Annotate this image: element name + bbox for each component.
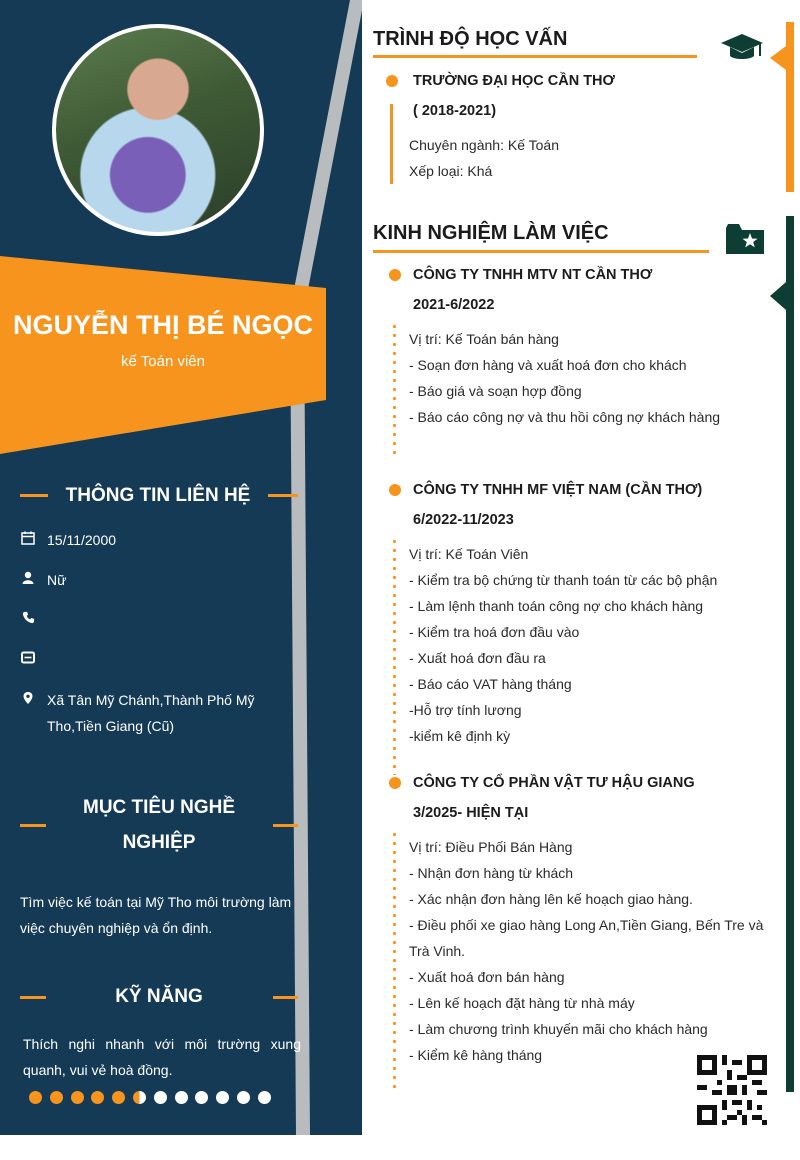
qr-code — [697, 1055, 767, 1130]
job-detail-line: Vị trí: Kế Toán Viên — [409, 546, 529, 562]
job-detail-line: Trà Vinh. — [409, 943, 466, 959]
job-bullet — [389, 484, 401, 496]
skills-text: Thích nghi nhanh với môi trường xung quanh, vui vẻ hoà đồng. — [23, 1036, 301, 1078]
skill-dot — [50, 1091, 63, 1104]
major-text: Chuyên ngành: Kế Toán — [409, 137, 559, 153]
skills-heading: KỸ NĂNG — [115, 986, 203, 1007]
objective-text: Tìm việc kế toán tại Mỹ Tho môi trường làm việc chuyên nghiệp và ổn định. — [20, 894, 292, 936]
job-bullet — [389, 269, 401, 281]
profile-photo — [52, 24, 264, 236]
birthday-text: 15/11/2000 — [47, 532, 117, 548]
education-heading: TRÌNH ĐỘ HỌC VẤN — [373, 28, 568, 50]
job-detail-line: - Xuất hoá đơn bán hàng — [409, 969, 565, 985]
skill-dot — [237, 1091, 250, 1104]
skill-dot — [71, 1091, 84, 1104]
job-detail-line: - Báo cáo công nợ và thu hồi công nợ khách hàng — [409, 409, 721, 425]
address-text: Xã Tân Mỹ Chánh,Thành Phố Mỹ Tho,Tiền Giang (Cũ) — [47, 692, 255, 734]
objective-dash-left — [20, 824, 46, 827]
job-detail-line: Vị trí: Điều Phối Bán Hàng — [409, 839, 573, 855]
location-pin-icon — [20, 691, 36, 708]
job-timeline-dots — [393, 537, 396, 775]
skills-dash-left — [20, 996, 46, 999]
study-period: ( 2018-2021) — [413, 103, 497, 119]
job-detail-line: - Soạn đơn hàng và xuất hoá đơn cho khách — [409, 357, 687, 373]
heading-dash-left — [20, 494, 48, 497]
graduation-cap-icon — [720, 32, 764, 67]
calendar-icon — [20, 531, 36, 548]
grade-text: Xếp loại: Khá — [409, 163, 493, 179]
job-detail-line: - Làm chương trình khuyến mãi cho khách hàng — [409, 1021, 708, 1037]
job-detail-line: -kiểm kê định kỳ — [409, 728, 511, 744]
skill-dot — [258, 1091, 271, 1104]
job-bullet — [389, 777, 401, 789]
objective-heading: MỤC TIÊU NGHỀ NGHIỆP — [83, 797, 235, 853]
skill-dot — [154, 1091, 167, 1104]
company-name: CÔNG TY TNHH MTV NT CẦN THƠ — [413, 267, 653, 283]
phone-icon — [20, 611, 36, 627]
job-detail-line: - Điều phối xe giao hàng Long An,Tiền Giang, Bến Tre và — [409, 917, 764, 933]
skill-dot — [175, 1091, 188, 1104]
job-detail-line: - Lên kế hoạch đặt hàng từ nhà máy — [409, 995, 635, 1011]
job-timeline-dots — [393, 830, 396, 1094]
job-detail-line: - Báo giá và soạn hợp đồng — [409, 383, 582, 399]
email-icon — [20, 651, 36, 667]
job-detail-line: - Xuất hoá đơn đầu ra — [409, 650, 546, 666]
education-timeline — [390, 104, 393, 184]
job-detail-line: Vị trí: Kế Toán bán hàng — [409, 331, 559, 347]
job-period: 2021-6/2022 — [413, 297, 495, 313]
objective-dash-right — [273, 824, 298, 827]
company-name: CÔNG TY CỔ PHẦN VẬT TƯ HẬU GIANG — [413, 775, 695, 791]
gender-text: Nữ — [47, 572, 67, 588]
skill-dot — [29, 1091, 42, 1104]
skill-dot — [133, 1091, 146, 1104]
experience-underline — [373, 250, 709, 253]
job-period: 3/2025- HIỆN TẠI — [413, 805, 529, 821]
full-name: NGUYỄN THỊ BÉ NGỌC — [12, 310, 314, 340]
skills-dash-right — [273, 996, 298, 999]
job-detail-line: - Xác nhận đơn hàng lên kế hoạch giao hàng. — [409, 891, 693, 907]
job-detail-line: - Nhận đơn hàng từ khách — [409, 865, 574, 881]
heading-dash-right — [268, 494, 298, 497]
school-name: TRƯỜNG ĐẠI HỌC CẦN THƠ — [413, 73, 615, 89]
company-name: CÔNG TY TNHH MF VIỆT NAM (CẦN THƠ) — [413, 482, 703, 498]
education-underline — [373, 55, 697, 58]
job-detail-line: - Báo cáo VAT hàng tháng — [409, 676, 572, 692]
job-title: kế Toán viên — [121, 353, 205, 370]
education-bullet — [386, 75, 398, 87]
job-period: 6/2022-11/2023 — [413, 512, 514, 528]
job-detail-line: - Kiểm tra bộ chứng từ thanh toán từ các bộ phận — [409, 572, 718, 588]
contact-heading: THÔNG TIN LIÊN HỆ — [65, 485, 251, 506]
folder-star-icon — [725, 222, 765, 261]
job-timeline-dots — [393, 322, 396, 456]
job-detail-line: - Kiểm kê hàng tháng — [409, 1047, 543, 1063]
user-icon — [20, 571, 36, 588]
job-detail-line: -Hỗ trợ tính lương — [409, 702, 522, 718]
job-detail-line: - Kiểm tra hoá đơn đầu vào — [409, 624, 580, 640]
experience-heading: KINH NGHIỆM LÀM VIỆC — [373, 222, 609, 244]
job-detail-line: - Làm lệnh thanh toán công nợ cho khách hàng — [409, 598, 704, 614]
